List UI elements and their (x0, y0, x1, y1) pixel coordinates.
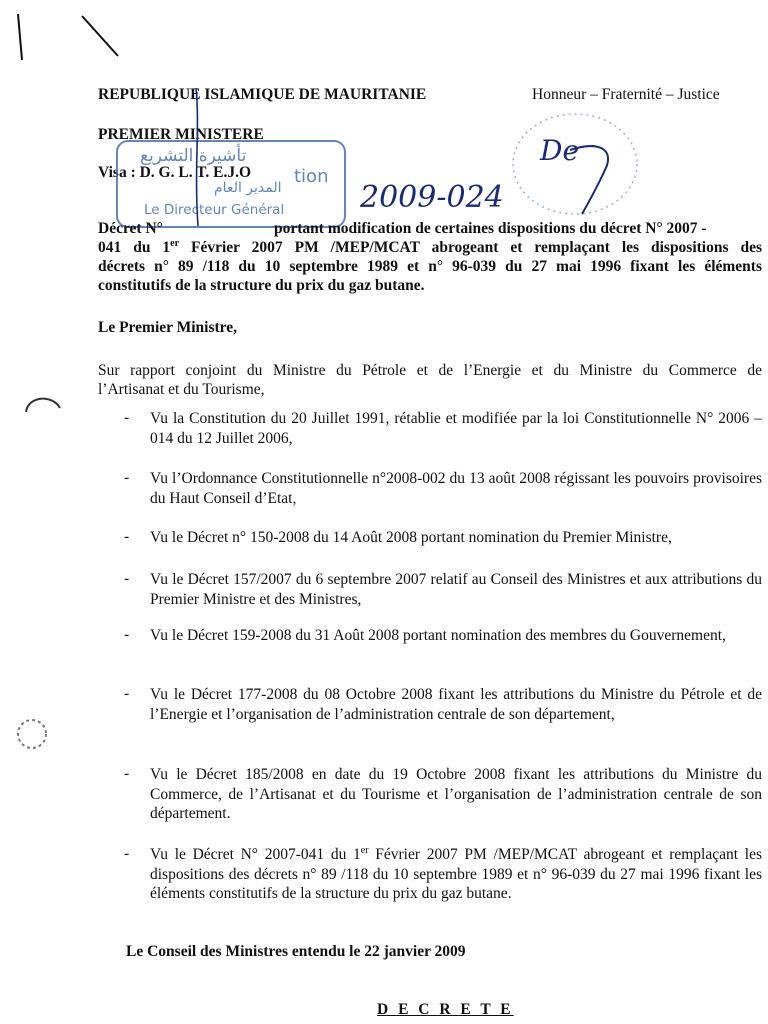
punch-hole-icon (18, 388, 68, 428)
visa-text: Vu le Décret 177-2008 du 08 Octobre 2008 fixant les attributions du Ministre du Pétrole et de l’Energie et l’organisation de l’administration centrale de son département, (150, 686, 762, 723)
decree-title-line2a: 041 du 1 (98, 239, 171, 256)
pen-stroke-icon (186, 88, 206, 228)
visa-text: Vu le Décret N° 2007-041 du 1er Février 2007 PM /MEP/MCAT abrogeant et remplaçant les dispositions des décrets n° 89 /118 du 10 septembre 1989 et n° 96-039 du 27 mai 1996 fixant les éléments constitutifs de la structure du prix du gaz butane. (150, 844, 762, 902)
stamp-director-text: Le Directeur Général (144, 202, 285, 218)
handwritten-initials: De (540, 134, 580, 167)
visa-text: Vu la Constitution du 20 Juillet 1991, rétablie et modifiée par la loi Constitutionnelle N° 2006 – 014 du 12 Juillet 2006, (150, 410, 762, 447)
decree-title: Décret N° portant modification de certaines dispositions du décret N° 2007 - 041 du 1er Février 2007 PM /MEP/MCAT abrogeant et remplaçant les dispositions des décrets n° 89 /118 du 10 septembre 1989 et n° 96-039 du 27 mai 1996 fixant les éléments constitutifs de la structure du prix du gaz butane. (98, 220, 762, 294)
handwritten-number: 2009-024 (360, 180, 504, 215)
official-stamp (116, 140, 346, 228)
stamp-arabic-text: تأشيرة التشريع (140, 146, 247, 166)
decrete-heading: D E C R E T E (377, 1001, 514, 1018)
decree-title-line3: décrets n° 89 /118 du 10 septembre 1989 et n° 96-039 du 27 mai 1996 fixant les éléments (98, 258, 762, 275)
stamp-latin-text: tion (294, 166, 329, 187)
conseil-line: Le Conseil des Ministres entendu le 22 janvier 2009 (126, 943, 466, 960)
visa-text: Vu l’Ordonnance Constitutionnelle n°2008-002 du 13 août 2008 régissant les pouvoirs provisoires du Haut Conseil d’Etat, (150, 470, 762, 507)
rapport-paragraph: Sur rapport conjoint du Ministre du Pétrole et de l’Energie et du Ministre du Commerce de l’Artisanat et du Tourisme, (98, 362, 762, 398)
national-motto: Honneur – Fraternité – Justice (532, 86, 720, 103)
visa-text: Vu le Décret 159-2008 du 31 Août 2008 portant nomination des membres du Gouvernement, (150, 627, 726, 644)
visa-text: Vu le Décret 185/2008 en date du 19 Octobre 2008 fixant les attributions du Ministre du Commerce, de l’Artisanat et du Tourisme et l’organisation de l’administration centrale de son département. (150, 766, 762, 822)
decree-prefix: Décret N° (98, 220, 163, 237)
visa-line: Visa : D. G. L. T. E.J.O (98, 164, 252, 181)
visa-text: Vu le Décret 157/2007 du 6 septembre 2007 relatif au Conseil des Ministres et aux attributions du Premier Ministre et des Ministres, (150, 571, 762, 608)
punch-hole-icon (10, 712, 54, 756)
country-header: REPUBLIQUE ISLAMIQUE DE MAURITANIE (98, 86, 427, 103)
pen-mark-icon (10, 8, 120, 68)
stamp-arabic-subtitle: المدير العام (214, 180, 282, 196)
decree-title-line2b: Février 2007 PM /MEP/MCAT abrogeant et remplaçant les dispositions des (179, 239, 762, 256)
decree-title-line1: portant modification de certaines dispositions du décret N° 2007 - (274, 220, 707, 237)
premier-ministre-heading: Le Premier Ministre, (98, 319, 238, 336)
visa-text: Vu le Décret n° 150-2008 du 14 Août 2008 portant nomination du Premier Ministre, (150, 529, 672, 546)
decree-title-line4: constitutifs de la structure du prix du gaz butane. (98, 277, 425, 294)
signature-stroke-icon (560, 140, 620, 220)
office-header: PREMIER MINISTERE (98, 126, 264, 143)
